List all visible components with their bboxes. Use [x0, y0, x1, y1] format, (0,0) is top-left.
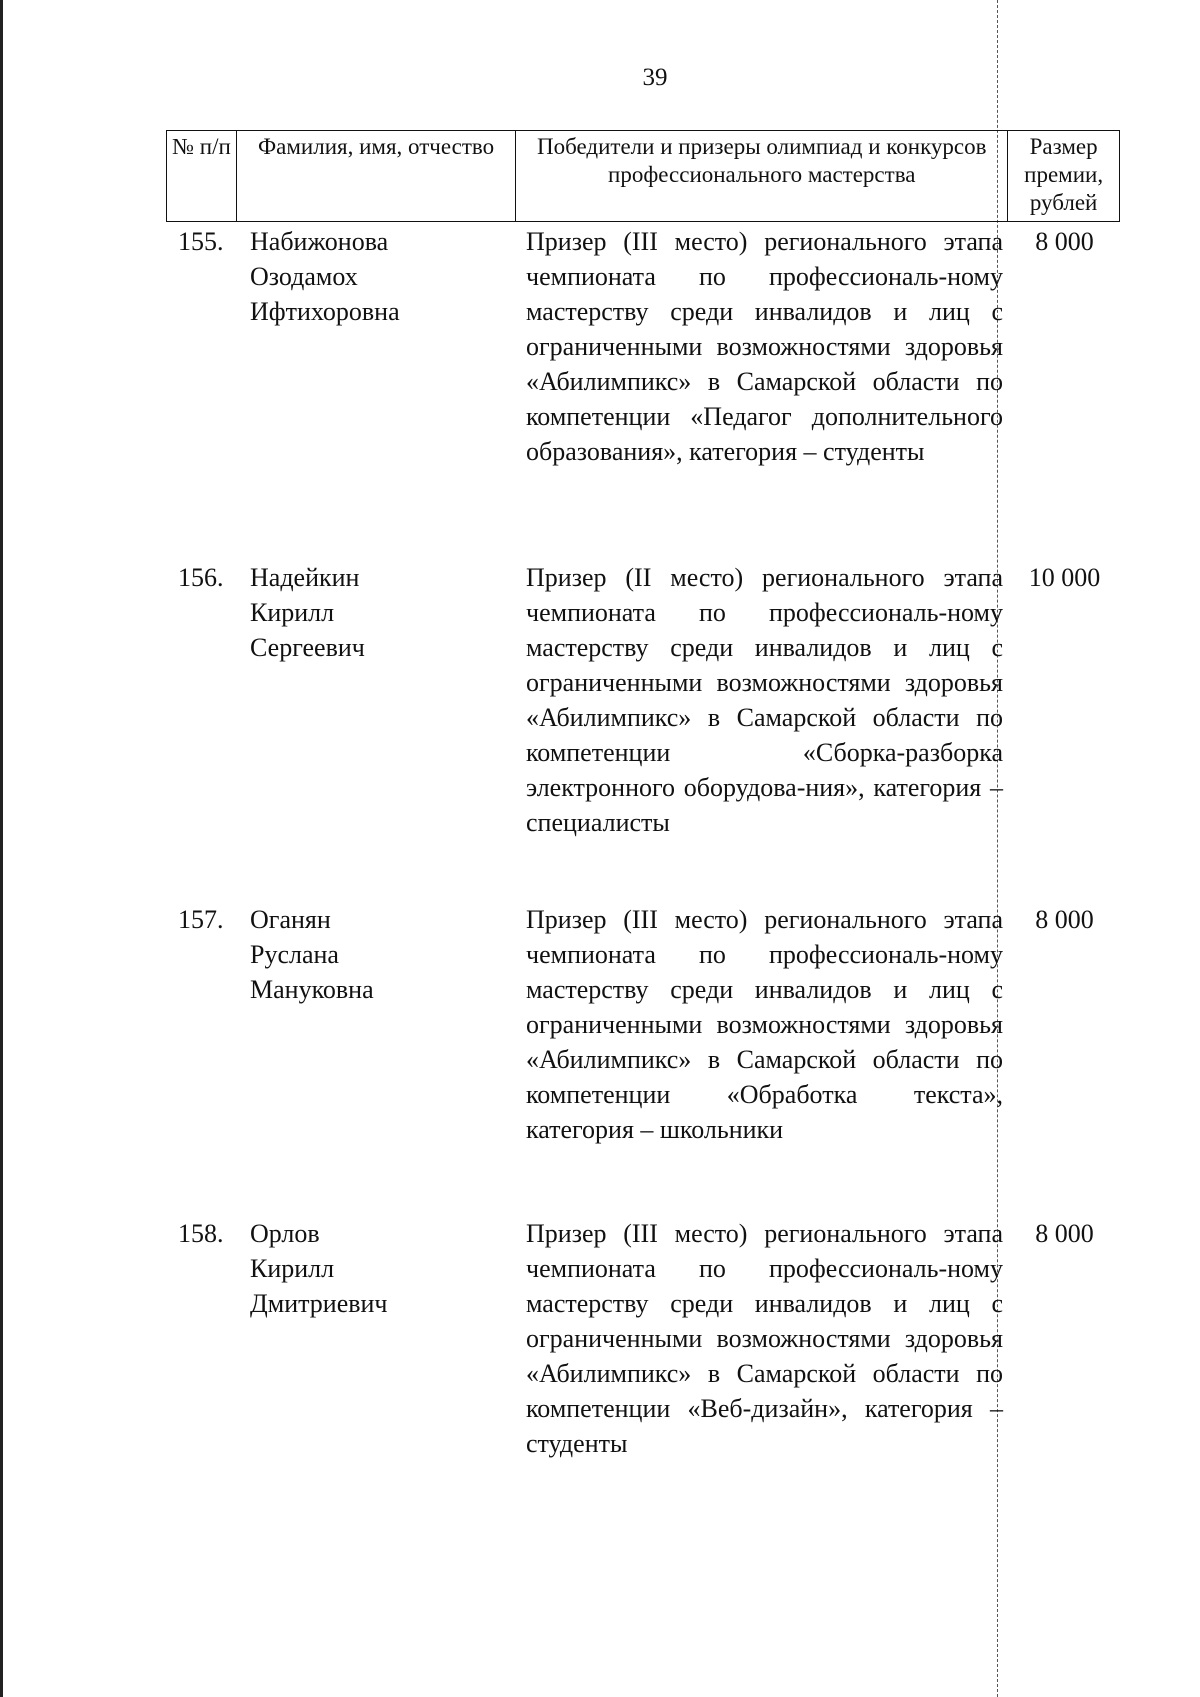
row-description: Призер (II место) регионального этапа чемпионата по профессиональ-ному мастерству среди инвалидов и лиц с ограниченными возможностями здоровья «Абилимпикс» в Самарской области по компетенции «Сборка-разборка электронного оборудова-ния», категория – специалисты [526, 563, 1003, 837]
first-name: Кирилл [250, 598, 335, 627]
scan-edge [0, 0, 3, 1697]
surname: Оганян [250, 905, 331, 934]
row-name [236, 224, 516, 469]
row-number: 156. [178, 563, 224, 592]
row-number: 155. [178, 227, 224, 256]
table-header [166, 130, 1120, 222]
row-prize: 8 000 [1035, 1219, 1094, 1248]
surname: Надейкин [250, 563, 360, 592]
row-name [236, 1216, 516, 1461]
header-name: Фамилия, имя, отчество [237, 131, 516, 221]
header-num: № п/п [167, 131, 237, 221]
row-name [236, 560, 516, 840]
row-number: 158. [178, 1219, 224, 1248]
patronymic: Сергеевич [250, 633, 365, 662]
row-prize: 8 000 [1035, 905, 1094, 934]
row-prize: 8 000 [1035, 227, 1094, 256]
first-name: Кирилл [250, 1254, 335, 1283]
page-number: 39 [642, 64, 668, 91]
first-name: Руслана [250, 940, 339, 969]
table-row [166, 902, 1120, 1147]
patronymic: Дмитриевич [250, 1289, 388, 1318]
row-description: Призер (III место) регионального этапа чемпионата по профессиональ-ному мастерству среди инвалидов и лиц с ограниченными возможностями здоровья «Абилимпикс» в Самарской области по компетенции «Педагог дополнительного образования», категория – студенты [526, 227, 1003, 466]
row-number: 157. [178, 905, 224, 934]
patronymic: Мануковна [250, 975, 374, 1004]
surname: Набижонова [250, 227, 389, 256]
header-description: Победители и призеры олимпиад и конкурсов профессионального мастерства [516, 131, 1008, 221]
patronymic: Ифтихоровна [250, 297, 400, 326]
table-row [166, 560, 1120, 840]
row-prize: 10 000 [1028, 563, 1101, 592]
row-name [236, 902, 516, 1147]
row-description: Призер (III место) регионального этапа чемпионата по профессиональ-ному мастерству среди инвалидов и лиц с ограниченными возможностями здоровья «Абилимпикс» в Самарской области по компетенции «Обработка текста», категория – школьники [526, 905, 1003, 1144]
row-description: Призер (III место) регионального этапа чемпионата по профессиональ-ному мастерству среди инвалидов и лиц с ограниченными возможностями здоровья «Абилимпикс» в Самарской области по компетенции «Веб-дизайн», категория – студенты [526, 1219, 1003, 1458]
header-prize: Размер премии, рублей [1024, 134, 1104, 215]
first-name: Озодамох [250, 262, 358, 291]
table-row [166, 224, 1120, 469]
table-row [166, 1216, 1120, 1461]
surname: Орлов [250, 1219, 320, 1248]
